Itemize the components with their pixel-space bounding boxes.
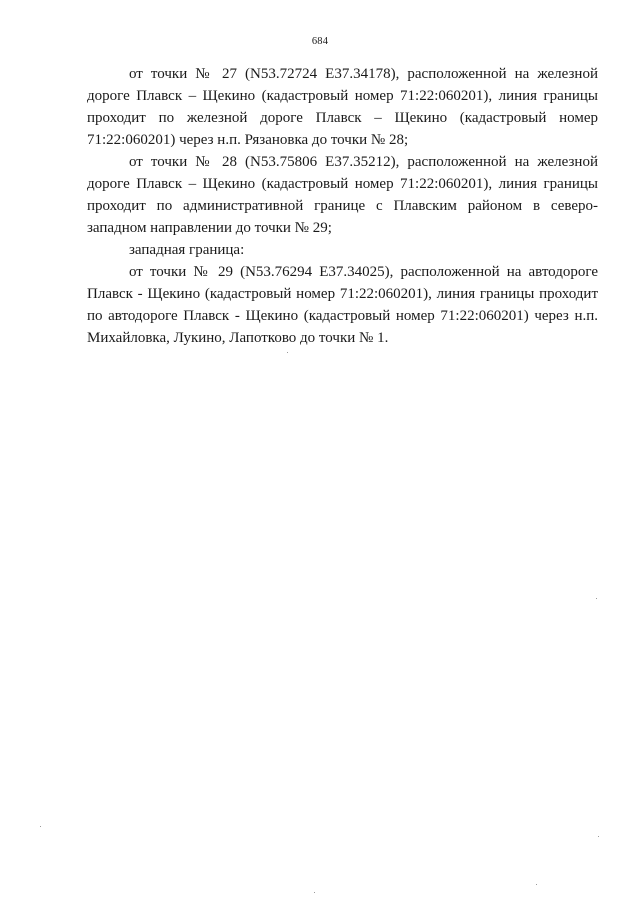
scan-speck	[536, 884, 537, 885]
page-number: 684	[311, 36, 329, 47]
scan-speck	[287, 352, 288, 353]
scan-speck	[598, 836, 599, 837]
section-heading-west-border: западная граница:	[129, 242, 245, 258]
scan-speck	[314, 892, 315, 893]
paragraph-point-27: от точки № 27 (N53.72724 E37.34178), расположенной на железной дороге Плавск – Щекино (кадастровый номер 71:22:060201), линия границы проходит по железной дороге Плавск – Щекино (кадастровый номер 71:22:060201) через н.п. Рязановка до точки № 28;	[87, 66, 598, 148]
paragraph-point-28: от точки № 28 (N53.75806 E37.35212), расположенной на железной дороге Плавск – Щекино (кадастровый номер 71:22:060201), линия границы проходит по административной границе с Плавским районом в северо-западном направлении до точки № 29;	[87, 154, 598, 236]
scan-speck	[596, 598, 597, 599]
document-body	[87, 63, 598, 349]
paragraph-point-29: от точки № 29 (N53.76294 E37.34025), расположенной на автодороге Плавск - Щекино (кадастровый номер 71:22:060201), линия границы проходит по автодороге Плавск - Щекино (кадастровый номер 71:22:060201) через н.п. Михайловка, Лукино, Лапотково до точки № 1.	[87, 264, 598, 346]
scan-speck	[40, 826, 41, 827]
